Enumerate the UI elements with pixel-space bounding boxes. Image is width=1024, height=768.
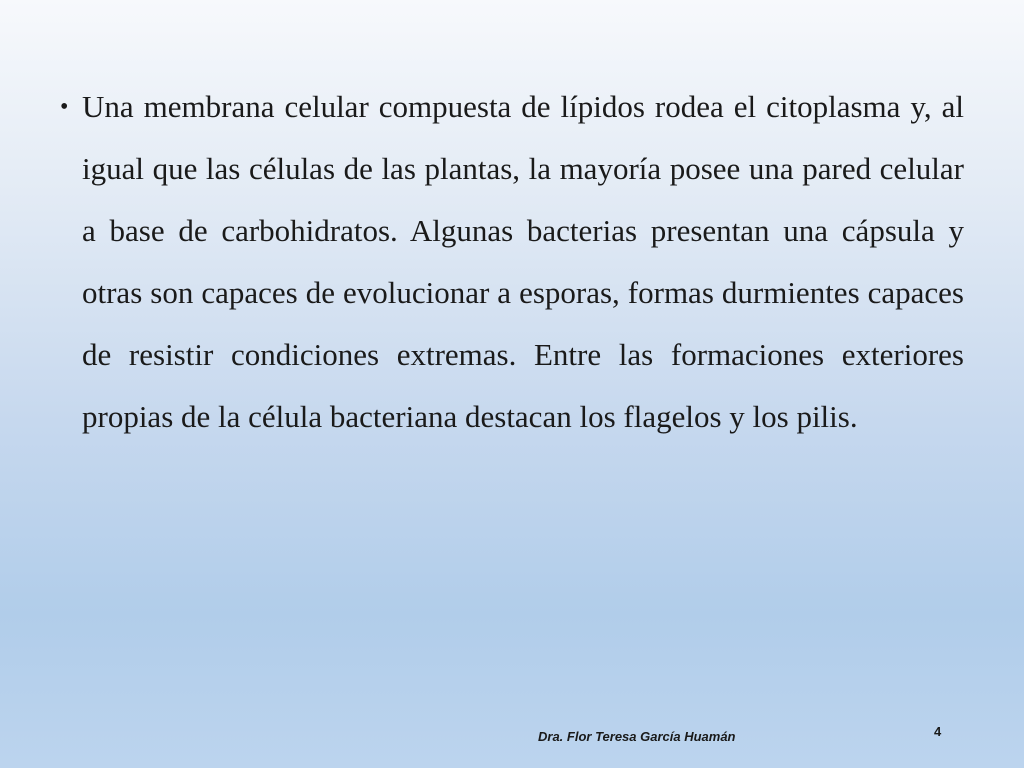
bullet-icon: • xyxy=(60,94,69,120)
bullet-paragraph xyxy=(60,76,964,448)
page-number: 4 xyxy=(934,724,942,739)
body-text: Una membrana celular compuesta de lípidos rodea el citoplasma y, al igual que las células de las plantas, la mayoría posee una pared celular a base de carbohidratos. Algunas bacterias presentan una cápsula y otras son capaces de evolucionar a esporas, formas durmientes capaces de resistir condiciones extremas. Entre las formaciones exteriores propias de la célula bacteriana destacan los flagelos y los pilis. xyxy=(82,89,964,434)
footer-author: Dra. Flor Teresa García Huamán xyxy=(538,729,736,744)
